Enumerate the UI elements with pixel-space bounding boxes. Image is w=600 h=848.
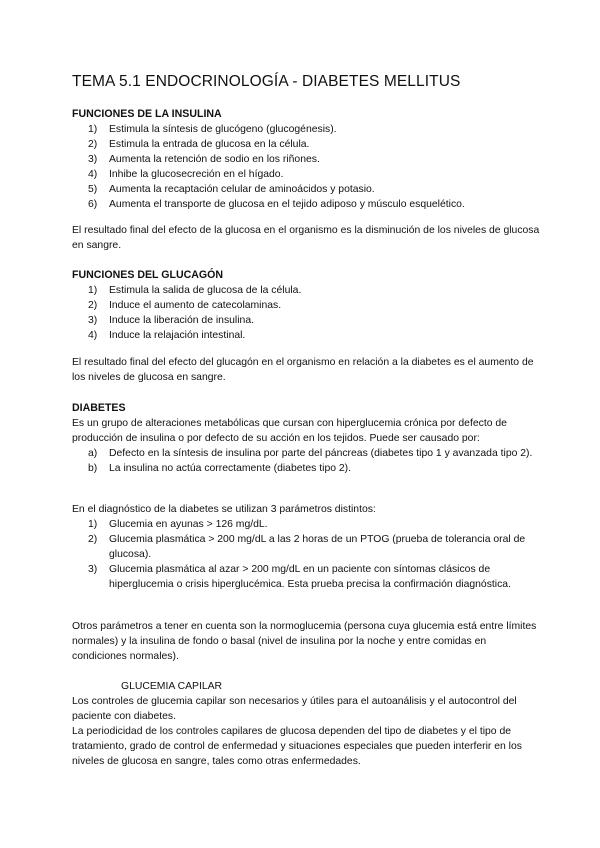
list-item: 2) Glucemia plasmática > 200 mg/dL a las 2 horas de un PTOG (prueba de tolerancia oral de glucosa). [88,534,526,560]
diagnosis-list [72,517,542,592]
list-item: 1) Estimula la salida de glucosa de la célula. [88,285,302,296]
insulin-heading: FUNCIONES DE LA INSULINA [72,108,222,120]
diabetes-causes-list [72,446,542,476]
insulin-result: El resultado final del efecto de la glucosa en el organismo es la disminución de los niveles de glucosa en sangre. [72,225,540,251]
capilar-p2: La periodicidad de los controles capilares de glucosa dependen del tipo de diabetes y el tipo de tratamiento, grado de control de enfermedad y situaciones especiales que pueden interferir en los niveles de glucosa en sangre, tales como otras enfermedades. [72,726,522,767]
list-item: 3) Induce la liberación de insulina. [88,315,254,326]
insulin-list [72,122,542,212]
glucagon-list [72,283,542,343]
insulin-section [72,107,542,212]
diabetes-heading: DIABETES [72,402,126,414]
diagnosis-section [72,502,542,592]
list-item: a) Defecto en la síntesis de insulina por parte del páncreas (diabetes tipo 1 y avanzada tipo 2). [88,448,533,459]
capilar-heading: GLUCEMIA CAPILAR [121,681,223,692]
glucagon-section [72,268,542,343]
glucagon-result: El resultado final del efecto del glucagón en el organismo en relación a la diabetes es el aumento de los niveles de glucosa en sangre. [72,357,534,383]
page-title: TEMA 5.1 ENDOCRINOLOGÍA - DIABETES MELLITUS [72,73,461,90]
list-item: 5) Aumenta la recaptación celular de aminoácidos y potasio. [88,184,375,195]
list-item: 2) Estimula la entrada de glucosa en la célula. [88,139,310,150]
diagnosis-intro: En el diagnóstico de la diabetes se utilizan 3 parámetros distintos: [72,504,376,515]
diabetes-section [72,401,542,476]
list-item: 3) Aumenta la retención de sodio en los riñones. [88,154,320,165]
list-item: 2) Induce el aumento de catecolaminas. [88,300,282,311]
list-item: 3) Glucemia plasmática al azar > 200 mg/dL en un paciente con síntomas clásicos de hiperglucemia o crisis hiperglucémica. Esta prueba precisa la confirmación diagnóstica. [88,564,511,590]
capilar-section [72,679,542,769]
list-item: 4) Inhibe la glucosecreción en el hígado. [88,169,284,180]
list-item: b) La insulina no actúa correctamente (diabetes tipo 2). [88,463,352,474]
list-item: 1) Estimula la síntesis de glucógeno (glucogénesis). [88,124,337,135]
glucagon-heading: FUNCIONES DEL GLUCAGÓN [72,269,224,281]
list-item: 4) Induce la relajación intestinal. [88,330,246,341]
capilar-p1: Los controles de glucemia capilar son necesarios y útiles para el autoanálisis y el autocontrol del paciente con diabetes. [72,696,517,722]
diabetes-intro: Es un grupo de alteraciones metabólicas que cursan con hiperglucemia crónica por defecto de producción de insulina o por defecto de su acción en los tejidos. Puede ser causado por: [72,418,507,444]
list-item: 1) Glucemia en ayunas > 126 mg/dL. [88,519,268,530]
list-item: 6) Aumenta el transporte de glucosa en el tejido adiposo y músculo esquelético. [88,199,465,210]
other-params: Otros parámetros a tener en cuenta son la normoglucemia (persona cuya glucemia está entre límites normales) y la insulina de fondo o basal (nivel de insulina por la noche y entre comidas en condiciones normales). [72,621,537,662]
